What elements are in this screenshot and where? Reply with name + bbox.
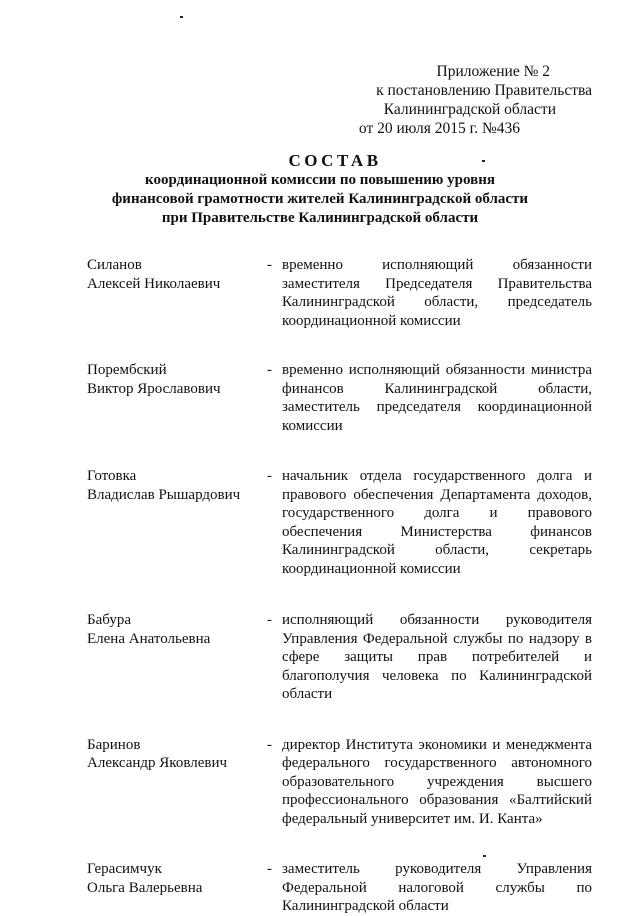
member-name bbox=[87, 611, 267, 704]
document-heading bbox=[0, 150, 640, 228]
member-row bbox=[87, 860, 592, 916]
member-surname: Готовка bbox=[87, 468, 137, 484]
scan-speck bbox=[180, 16, 183, 18]
member-position: заместитель руководителя Управления Федеральной налоговой службы по Калининградской области bbox=[282, 861, 592, 914]
annex-reference: к постановлению Правительства bbox=[376, 82, 592, 99]
member-name bbox=[87, 361, 267, 435]
member-surname: Силанов bbox=[87, 257, 142, 273]
member-given-names: Елена Анатольевна bbox=[87, 630, 211, 647]
member-given-names: Ольга Валерьевна bbox=[87, 879, 203, 896]
document-title: СОСТАВ bbox=[288, 151, 382, 170]
annex-number: Приложение № 2 bbox=[436, 63, 550, 80]
member-given-names: Алексей Николаевич bbox=[87, 275, 221, 292]
member-name bbox=[87, 860, 267, 916]
member-dash: - bbox=[267, 257, 272, 273]
member-position: директор Института экономики и менеджмента федерального государственного автономного образовательного учреждения высшего профессионального образования «Балтийский федеральный университет им. И. Канта» bbox=[282, 736, 592, 827]
members-list bbox=[87, 256, 592, 916]
member-given-names: Александр Яковлевич bbox=[87, 755, 228, 771]
member-name bbox=[87, 467, 267, 578]
member-position: начальник отдела государственного долга и правового обеспечения Департамента доходов, государственного долга и правового обеспечения Министерства финансов Калининградской области, секретарь координационной комиссии bbox=[282, 468, 592, 577]
annex-block bbox=[359, 62, 592, 138]
member-row bbox=[87, 361, 592, 435]
member-row bbox=[87, 736, 592, 829]
member-dash: - bbox=[267, 612, 272, 628]
member-dash: - bbox=[267, 468, 272, 484]
member-given-names: Владислав Рышардович bbox=[87, 486, 241, 503]
document-subtitle-line3: при Правительстве Калининградской области bbox=[161, 210, 479, 226]
member-name bbox=[87, 256, 267, 330]
member-surname: Бабура bbox=[87, 612, 131, 628]
member-row bbox=[87, 467, 592, 578]
member-dash: - bbox=[267, 736, 272, 753]
member-dash: - bbox=[267, 362, 272, 378]
member-name bbox=[87, 736, 267, 829]
member-surname: Герасимчук bbox=[87, 861, 162, 877]
member-position: исполняющий обязанности руководителя Управления Федеральной службы по надзору в сфере защиты прав потребителей и благополучия человека по Калининградской области bbox=[282, 612, 592, 702]
annex-region: Калининградской области bbox=[383, 101, 556, 118]
member-position: временно исполняющий обязанности заместителя Председателя Правительства Калининградской области, председатель координационной комиссии bbox=[282, 257, 592, 329]
annex-date-number: от 20 июля 2015 г. №436 bbox=[358, 120, 520, 137]
member-row bbox=[87, 256, 592, 330]
member-dash: - bbox=[267, 861, 272, 877]
document-subtitle-line1: координационной комиссии по повышению уровня bbox=[145, 172, 495, 188]
member-given-names: Виктор Ярославович bbox=[87, 380, 221, 397]
document-subtitle-line2: финансовой грамотности жителей Калининградской области bbox=[111, 191, 529, 207]
member-surname: Порембский bbox=[87, 362, 167, 378]
member-surname: Баринов bbox=[87, 736, 141, 753]
member-row bbox=[87, 611, 592, 704]
member-position: временно исполняющий обязанности министра финансов Калининградской области, заместитель председателя координационной комиссии bbox=[282, 362, 592, 434]
